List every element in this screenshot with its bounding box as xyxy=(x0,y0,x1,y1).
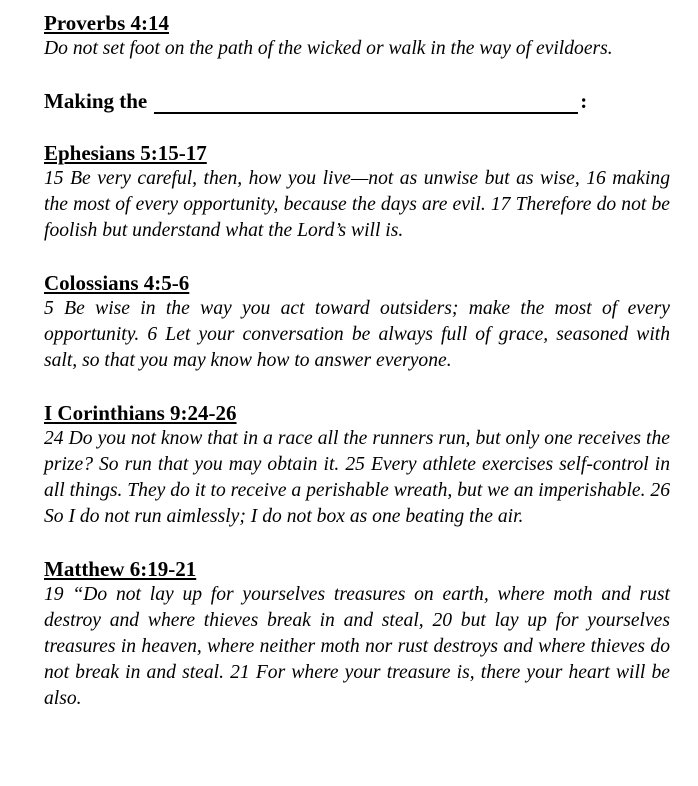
ephesians-reference: Ephesians 5:15-17 xyxy=(44,141,207,165)
matthew-reference: Matthew 6:19-21 xyxy=(44,557,197,581)
making-label: Making the xyxy=(44,89,148,113)
corinthians-section xyxy=(44,400,670,530)
proverbs-reference: Proverbs 4:14 xyxy=(44,11,170,35)
matthew-verse: 19 “Do not lay up for yourselves treasures on earth, where moth and rust destroy and where thieves break in and steal, 20 but lay up for yourselves treasures in heaven, where neither moth nor rust destroys and where thieves do not break in and steal. 21 For where your treasure is, there your heart will be also. xyxy=(44,584,670,709)
colossians-verse: 5 Be wise in the way you act toward outsiders; make the most of every opportunity. 6 Let your conversation be always full of grace, seasoned with salt, so that you may know how to answer everyone. xyxy=(44,298,670,371)
ephesians-verse: 15 Be very careful, then, how you live—not as unwise but as wise, 16 making the most of every opportunity, because the days are evil. 17 Therefore do not be foolish but understand what the Lord’s will is. xyxy=(44,168,670,241)
colossians-section xyxy=(44,270,670,374)
corinthians-reference: I Corinthians 9:24-26 xyxy=(44,401,237,425)
fill-in-blank[interactable] xyxy=(154,92,578,114)
proverbs-verse: Do not set foot on the path of the wicked or walk in the way of evildoers. xyxy=(44,38,613,59)
proverbs-section xyxy=(44,10,670,62)
making-colon: : xyxy=(580,89,588,113)
colossians-reference: Colossians 4:5-6 xyxy=(44,271,190,295)
ephesians-section xyxy=(44,140,670,244)
worksheet-page xyxy=(44,10,670,712)
making-the-blank-line xyxy=(44,88,670,114)
matthew-section xyxy=(44,556,670,712)
corinthians-verse: 24 Do you not know that in a race all the runners run, but only one receives the prize? So run that you may obtain it. 25 Every athlete exercises self-control in all things. They do it to receive a perishable wreath, but we an imperishable. 26 So I do not run aimlessly; I do not box as one beating the air. xyxy=(44,428,671,527)
